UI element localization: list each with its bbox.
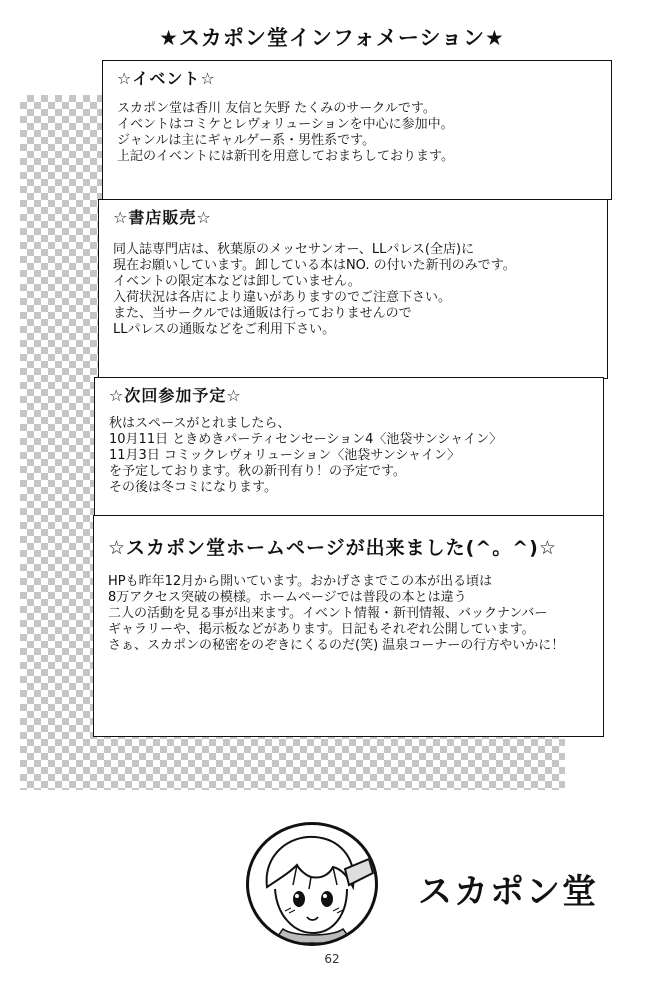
homepage-line: 二人の活動を見る事が出来ます。イベント情報・新刊情報、バックナンバー (108, 606, 548, 621)
circle-logo-text: スカポン堂 (418, 872, 598, 912)
next-events-line: 10月11日 ときめきパーティセンセーション4〈池袋サンシャイン〉 (109, 432, 503, 447)
event-line: イベントはコミケとレヴォリューションを中心に参加中。 (117, 117, 454, 132)
homepage-line: ギャラリーや、掲示板などがあります。日記もそれぞれ公開しています。 (108, 622, 535, 637)
page-title: ★スカポン堂インフォメーション★ (159, 26, 505, 50)
next-events-section (94, 377, 604, 517)
store-sales-heading: ☆書店販売☆ (113, 208, 212, 227)
store-sales-line: 同人誌専門店は、秋葉原のメッセサンオー、LLパレス(全店)に (113, 242, 475, 257)
next-events-line: その後は冬コミになります。 (109, 480, 277, 495)
store-sales-section (98, 199, 608, 379)
store-sales-line: イベントの限定本などは卸していません。 (113, 274, 361, 289)
next-events-line: 秋はスペースがとれましたら、 (109, 416, 291, 431)
store-sales-line: LLパレスの通販などをご利用下さい。 (113, 322, 336, 337)
page-number: 62 (324, 952, 340, 966)
homepage-section (93, 515, 604, 737)
next-events-heading: ☆次回参加予定☆ (109, 386, 242, 405)
event-line: ジャンルは主にギャルゲー系・男性系です。 (117, 133, 376, 148)
mascot-illustration (246, 822, 378, 946)
homepage-line: HPも昨年12月から開いています。おかげさまでこの本が出る頃は (108, 574, 493, 589)
store-sales-line: 現在お願いしています。卸している本はNO. の付いた新刊のみです。 (113, 258, 516, 273)
homepage-heading: ☆スカポン堂ホームページが出来ました(^。^)☆ (108, 537, 557, 559)
homepage-line: さぁ、スカポンの秘密をのぞきにくるのだ(笑) 温泉コーナーの行方やいかに！ (108, 638, 565, 653)
event-line: 上記のイベントには新刊を用意しておまちしております。 (117, 149, 454, 164)
store-sales-line: また、当サークルでは通販は行っておりませんので (113, 306, 412, 321)
event-heading: ☆イベント☆ (117, 69, 216, 88)
event-section (102, 60, 612, 200)
event-line: スカポン堂は香川 友信と矢野 たくみのサークルです。 (117, 101, 436, 116)
mascot-face-icon (249, 825, 375, 943)
homepage-line: 8万アクセス突破の模様。ホームページでは普段の本とは違う (108, 590, 467, 605)
store-sales-line: 入荷状況は各店により違いがありますのでご注意下さい。 (113, 290, 452, 305)
next-events-line: を予定しております。秋の新刊有り！の予定です。 (109, 464, 406, 479)
next-events-line: 11月3日 コミックレヴォリューション〈池袋サンシャイン〉 (109, 448, 461, 463)
